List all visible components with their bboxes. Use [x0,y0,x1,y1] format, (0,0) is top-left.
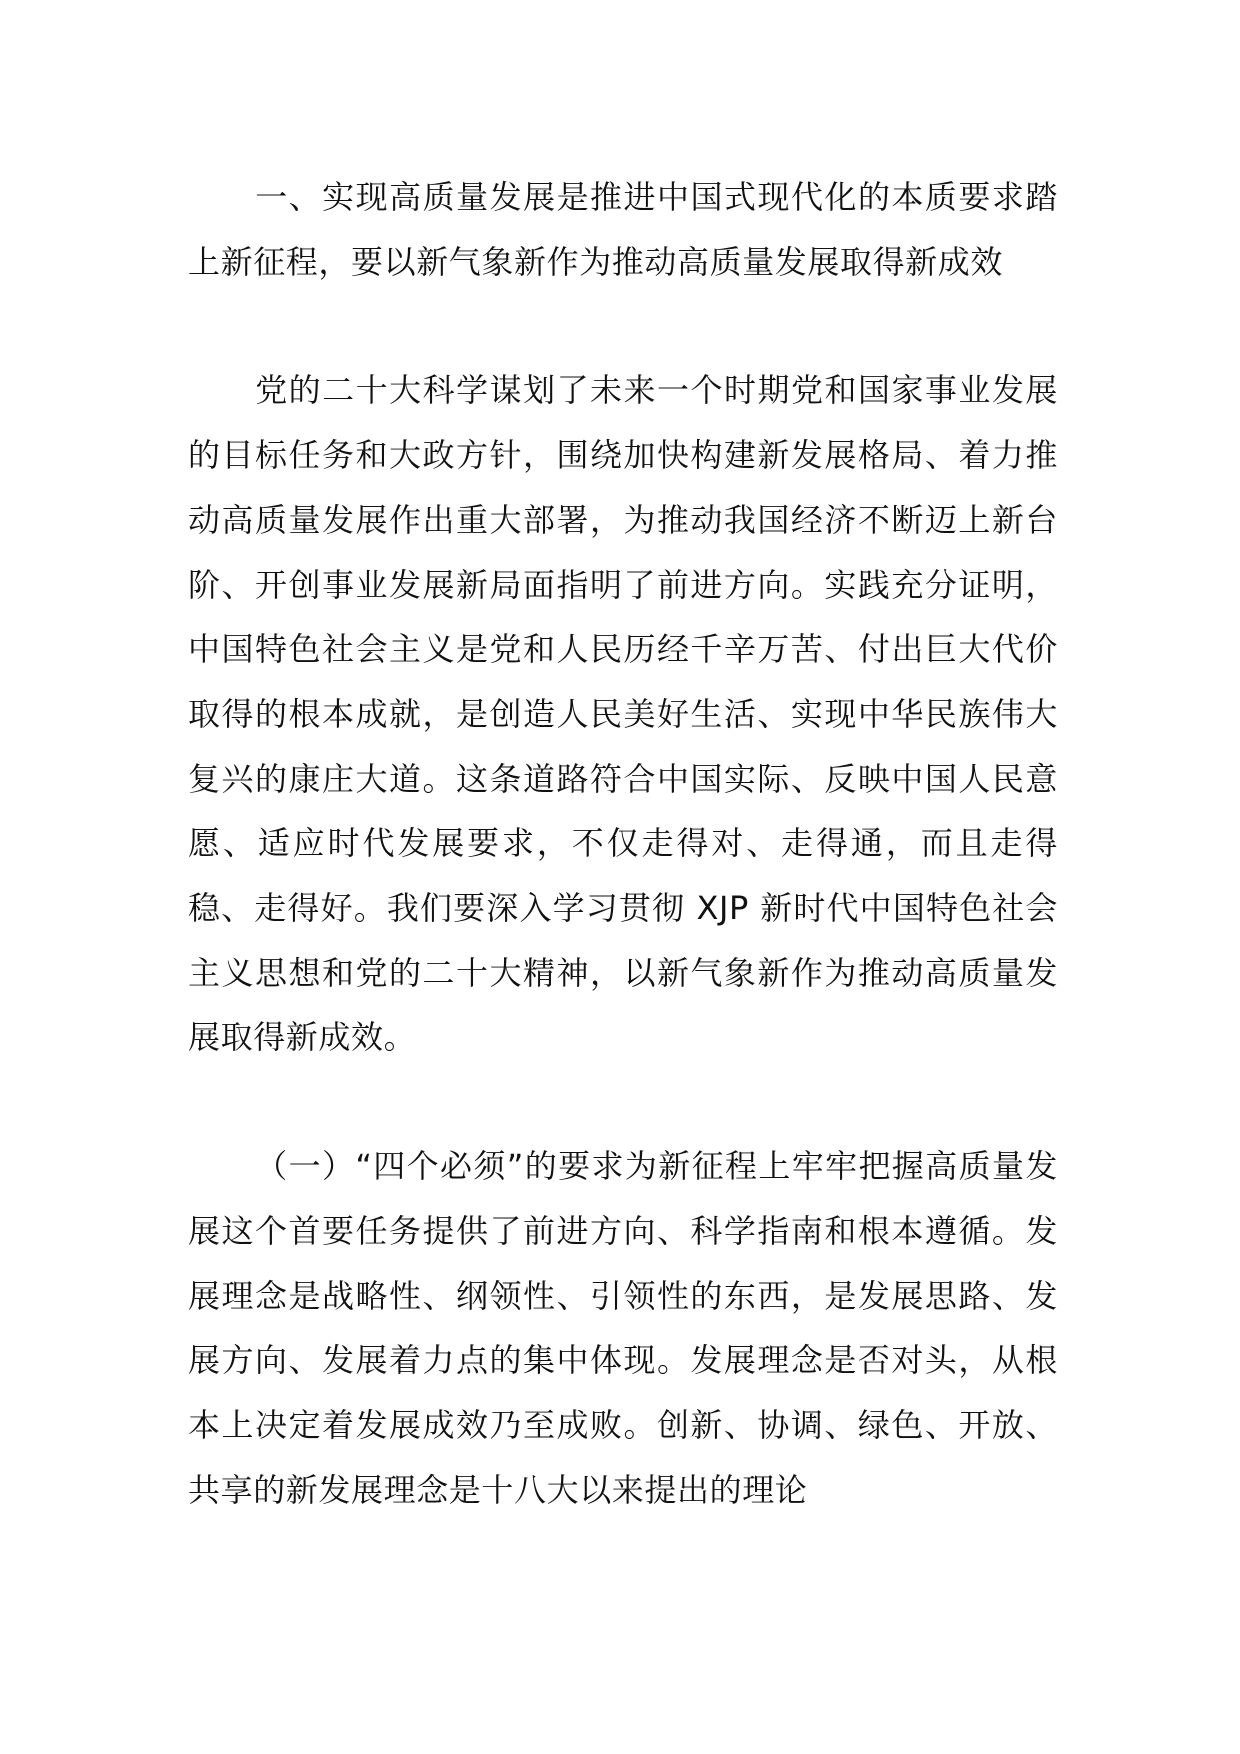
paragraph-spacer [188,294,1058,358]
paragraph-spacer [188,1070,1058,1134]
section-heading: 一、实现高质量发展是推进中国式现代化的本质要求踏上新征程，要以新气象新作为推动高质量发展取得新成效 [188,178,1058,281]
body-paragraph-1: 党的二十大科学谋划了未来一个时期党和国家事业发展的目标任务和大政方针，围绕加快构建新发展格局、着力推动高质量发展作出重大部署，为推动我国经济不断迈上新台阶、开创事业发展新局面指明了前进方向。实践充分证明，中国特色社会主义是党和人民历经千辛万苦、付出巨大代价取得的根本成就，是创造人民美好生活、实现中华民族伟大复兴的康庄大道。这条道路符合中国实际、反映中国人民意愿、适应时代发展要求，不仅走得对、走得通，而且走得稳、走得好。我们要深入学习贯彻 XJP 新时代中国特色社会主义思想和党的二十大精神，以新气象新作为推动高质量发展取得新成效。 [188,371,1058,1057]
document-body [188,165,1058,1522]
body-paragraph-2: （一）“四个必须”的要求为新征程上牢牢把握高质量发展这个首要任务提供了前进方向、科学指南和根本遵循。发展理念是战略性、纲领性、引领性的东西，是发展思路、发展方向、发展着力点的集中体现。发展理念是否对头，从根本上决定着发展成效乃至成败。创新、协调、绿色、开放、共享的新发展理念是十八大以来提出的理论 [188,1147,1058,1509]
